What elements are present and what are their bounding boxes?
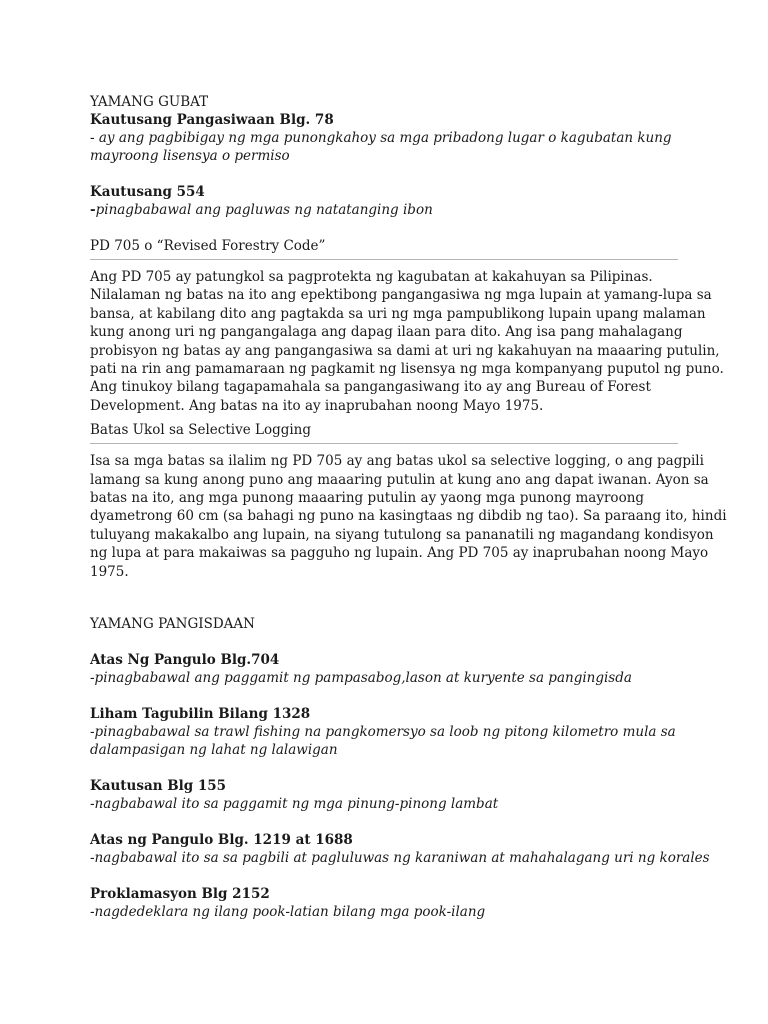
- paragraph-line: probisyon ng batas ay ang pangangasiwa sa dami at uri ng kakahuyan na maaaring putulin,: [90, 342, 720, 359]
- section-heading: PD 705 o “Revised Forestry Code”: [90, 238, 326, 254]
- section-heading: Batas Ukol sa Selective Logging: [90, 422, 312, 439]
- paragraph-line: Ang tinukoy bilang tagapamahala sa pangangasiwang ito ay ang Bureau of Forest: [90, 379, 651, 396]
- law-description: dalampasigan ng lahat ng lalawigan: [90, 742, 338, 759]
- paragraph-line: ng lupa at para makaiwas sa pagguho ng lupain. Ang PD 705 ay inaprubahan noong Mayo: [90, 545, 709, 562]
- law-description: -pinagbabawal sa trawl fishing na pangkomersyo sa loob ng pitong kilometro mula sa: [90, 724, 676, 741]
- section-divider: [90, 259, 678, 260]
- law-description-text: pinagbabawal ang pagluwas ng natatanging ibon: [95, 202, 433, 218]
- law-title: Kautusan Blg 155: [90, 778, 227, 795]
- law-title: Kautusang Pangasiwaan Blg. 78: [90, 112, 334, 128]
- section-paragraph: [90, 268, 724, 415]
- law-description: -nagdedeklara ng ilang pook-latian bilang mga pook-ilang: [90, 904, 486, 921]
- paragraph-line: Ang PD 705 ay patungkol sa pagprotekta ng kagubatan at kakahuyan sa Pilipinas.: [90, 269, 653, 285]
- paragraph-line: tuluyang makakalbo ang lupain, na siyang tutulong sa pananatili ng magandang kondisyon: [90, 526, 714, 543]
- law-description: -nagbabawal ito sa sa pagbili at pagluluwas ng karaniwan at mahahalagang uri ng korales: [90, 850, 710, 867]
- law-title: Atas ng Pangulo Blg. 1219 at 1688: [90, 832, 353, 849]
- paragraph-line: batas na ito, ang mga punong maaaring putulin ay yaong mga punong mayroong: [90, 490, 645, 507]
- law-description: mayroong lisensya o permiso: [90, 148, 290, 164]
- law-description: -pinagbabawal ang paggamit ng pampasabog,lason at kuryente sa pangingisda: [90, 670, 632, 687]
- paragraph-line: bansa, at kabilang dito ang pagtakda sa uri ng mga pampublikong lupain upang malaman: [90, 305, 706, 322]
- paragraph-line: Nilalaman ng batas na ito ang epektibong pangangasiwa ng mga lupain at yamang-lupa sa: [90, 287, 712, 304]
- section-divider: [90, 443, 678, 444]
- law-title: Kautusang 554: [90, 184, 205, 200]
- section-paragraph: [90, 452, 727, 581]
- law-title: Proklamasyon Blg 2152: [90, 886, 270, 903]
- paragraph-line: 1975.: [90, 563, 129, 580]
- paragraph-line: dyametrong 60 cm (sa bahagi ng puno na kasingtaas ng dibdib ng tao). Sa paraang ito, hindi: [90, 508, 727, 525]
- paragraph-line: kung anong uri ng pangangalaga ang dapag ilaan para dito. Ang isa pang mahalagang: [90, 324, 683, 341]
- law-title: Liham Tagubilin Bilang 1328: [90, 706, 311, 723]
- forest-heading: YAMANG GUBAT: [90, 94, 209, 110]
- paragraph-line: Development. Ang batas na ito ay inaprubahan noong Mayo 1975.: [90, 397, 544, 414]
- law-description: -nagbabawal ito sa paggamit ng mga pinung-pinong lambat: [90, 796, 499, 813]
- law-title: Atas Ng Pangulo Blg.704: [90, 652, 280, 669]
- law-description: - ay ang pagbibigay ng mga punongkahoy sa mga pribadong lugar o kagubatan kung: [90, 130, 672, 146]
- law-dash: -: [90, 202, 96, 218]
- paragraph-line: lamang sa kung anong puno ang maaaring putulin at kung ano ang dapat iwanan. Ayon sa: [90, 471, 709, 488]
- paragraph-line: Isa sa mga batas sa ilalim ng PD 705 ay ang batas ukol sa selective logging, o ang pagpili: [90, 453, 704, 470]
- law-description: [90, 201, 678, 219]
- fishery-heading: YAMANG PANGISDAAN: [90, 616, 255, 633]
- paragraph-line: pati na rin ang pamamaraan ng pagkamit ng lisensya ng mga kompanyang puputol ng puno.: [90, 361, 724, 378]
